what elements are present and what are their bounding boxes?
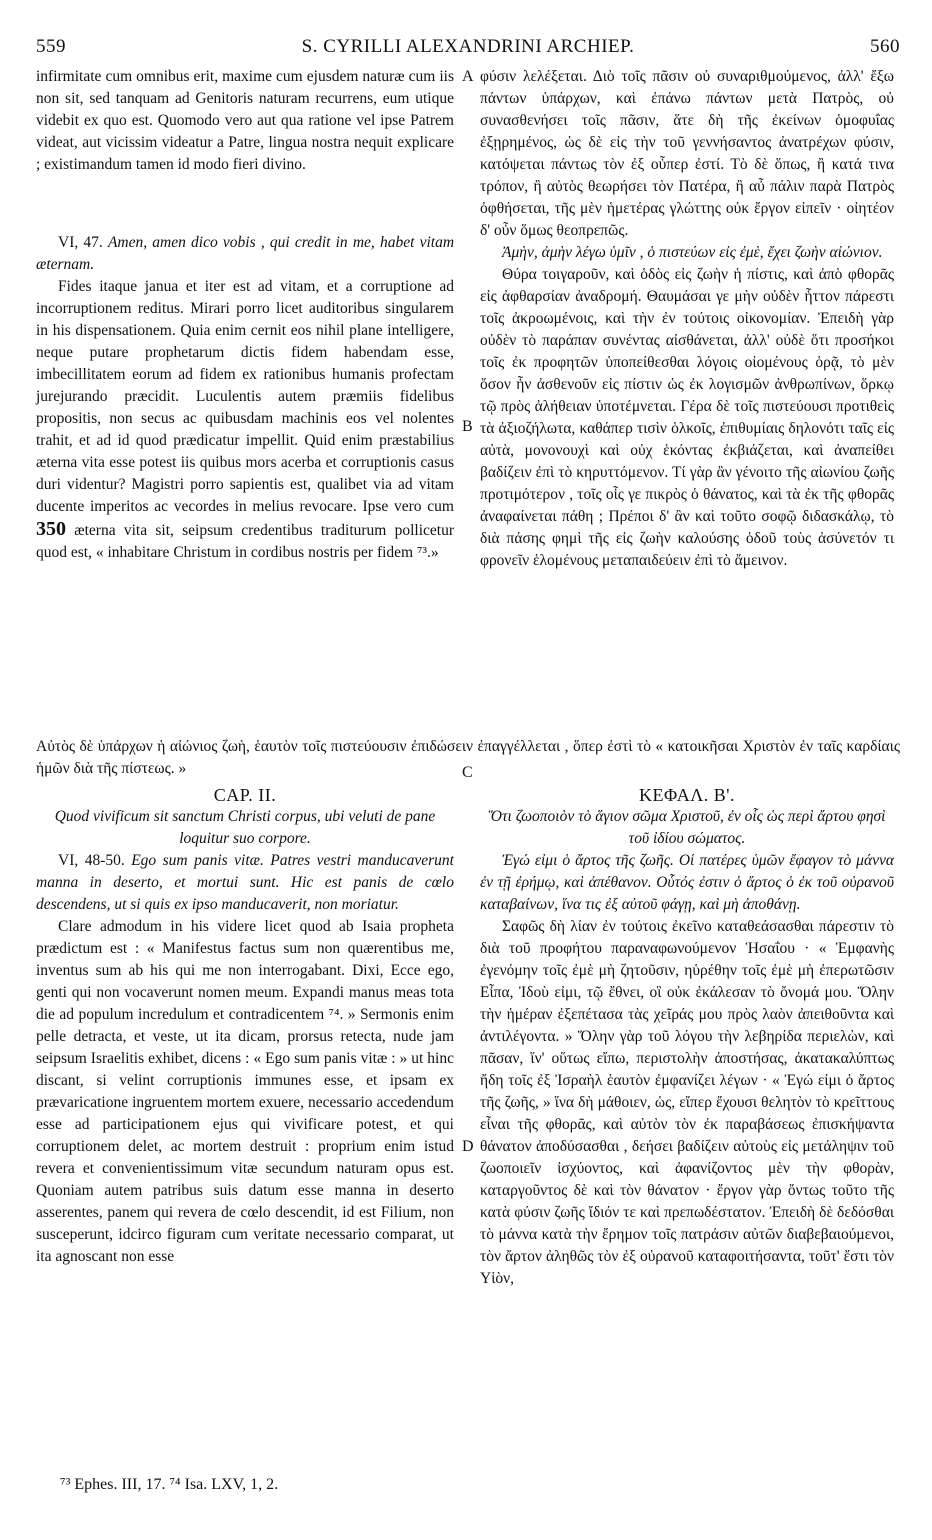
- chapter-heading-greek: ΚΕΦΑΛ. Β'.: [638, 785, 736, 805]
- margin-letter-c: C: [462, 764, 473, 781]
- page-number-left: 559: [36, 36, 66, 57]
- running-title: S. CYRILLI ALEXANDRINI ARCHIEP.: [301, 36, 635, 57]
- latin-verse-48-50: [36, 850, 454, 916]
- page-header: [36, 36, 900, 60]
- latin-paragraph-3: Clare admodum in his videre licet quod ab Isaia propheta prædictum est : « Manifestus factus sum non quærentibus me, inventus sum ab his qui me non interrogabant. Dixi, Ecce ego, genti qui non vocaverunt nomen meum. Expandi manus meas tota die ad populum incredulum et contradicentem ⁷⁴. » Sermonis enim pelle detracta, et veste, ut ita dicam, prorsus retecta, nude jam seipsum Israelitis exhibet, dicens : « Ego sum panis vitæ : » ut hinc discant, si velint corruptionis immunes esse, et ipsam ex prævaricatione ingruentem mortem exuere, necessario accedendum esse ad participationem ejus qui vivificare potest, et qui corruptionem delet, ac mortem destruit : proprium enim istud revera et convenientissimum vitæ secundum naturam opus est. Quoniam autem patribus suis datum esse manna in deserto asserentes, panem qui revera de cœlo descendit, id est Filium, non susceperunt, idcirco figuram cum veritate necessario comparat, ut ita agnoscant non esse: [36, 918, 454, 1265]
- greek-paragraph-2: Θύρα τοιγαροῦν, καὶ ὁδὸς εἰς ζωὴν ἡ πίστις, καὶ ἀπὸ φθορᾶς εἰς ἀφθαρσίαν ἀναδρομή. Θαυμάσαι γε μὴν οὐδὲν ἧττον πάρεστι τοῖς ἀκροωμένοις, καὶ τὴν ἐν τούτοις οἰκονομίαν. Ἐπειδὴ γὰρ οὐδὲν τὸ παράπαν συνέντας αἰσθάνεται, ἀλλ' οὐδὲ ὅτι προσήκοι τοῖς ἐκ προφητῶν ὑποπείθεσθαι λόγοις οἰομένους ὁρᾷ, τὸ μὲν ὅσον ἦν ἀσθενοῦν εἰς πίστιν ὡς ἐκ λογισμῶν ἀνθρωπίνων, ὅρκῳ τῷ πρὸς ἀλήθειαν ὑποτέμνεται. Γέρα δὲ τοῖς πιστεύουσι προτιθεὶς τὰ ἀξιοζήλωτα, καθάπερ τισὶν ὁλκοῖς, ἐπιθυμίαις δηλονότι ταῖς εἰς αὐτὰ, μονονουχὶ καὶ οὐχ ἑκόντας ἐκβιάζεται, καὶ ἀναπείθει βαδίζειν ἐπὶ τὸ κηρυττόμενον. Τί γὰρ ἂν γένοιτο τῆς αἰωνίου ζωῆς προτιμότερον , τοῖς οἷς γε πικρὸς ὁ θάνατος, καὶ τὰ ἐκ τῆς φθορᾶς ἀναφαίνεται πάθη ; Πρέποι δ' ἂν καὶ τοῦτο σοφῷ διδασκάλῳ, τὸ διὰ πάσης φημὶ τῆς εἰς ζωὴν καλούσης ὁδοῦ τοὺς ἀσύνετόν τι φρονεῖν ἑλομένους μεταπαιδεύειν ἐπὶ τὸ ἄμεινον.: [480, 266, 894, 569]
- greek-column-lower: [480, 784, 894, 1290]
- page-number-right: 560: [870, 36, 900, 57]
- greek-verse-48-50: Ἐγώ εἰμι ὁ ἄρτος τῆς ζωῆς. Οἱ πατέρες ὑμῶν ἔφαγον τὸ μάννα ἐν τῇ ἐρήμῳ, καὶ ἀπέθανον. Οὗτός ἐστιν ὁ ἄρτος ὁ ἐκ τοῦ οὐρανοῦ καταβαίνων, ἵνα τις ἐξ αὐτοῦ φάγῃ, καὶ μὴ ἀποθάνῃ.: [480, 852, 894, 913]
- verse-text-2: Ego sum panis vitæ. Patres vestri manducaverunt manna in deserto, et mortui sunt. Hic est panis de cœlo descendens, ut si quis ex ipso manducaverit, non moriatur.: [36, 852, 454, 913]
- latin-paragraph-1: infirmitate cum omnibus erit, maxime cum ejusdem naturæ cum iis non sit, sed tanquam ad Genitoris naturam recurrens, eum utique videbit ex quo est. Quomodo vero aut qua ratione vel ipse Patrem videat, aut vicissim videatur a Patre, lingua nostra nequit explicare ; existimandum tamen id modo fieri divino.: [36, 68, 454, 173]
- greek-paragraph-1: φύσιν λελέξεται. Διὸ τοῖς πᾶσιν οὐ συναριθμούμενος, ἀλλ' ἔξω πάντων ὑπάρχων, καὶ ἐπάνω πάντων μετὰ Πατρὸς, οὐ συνασθενήσει τοῖς πᾶσιν, ἅτε δὴ τῆς ἐκείνων ὁμοφυΐας ἐξῃρημένος, ὡς δὲ εἰς τὴν τοῦ γεννήσαντος ἀνατρέχων φύσιν, κατόψεται πάντως τὸν ἐξ οὗπερ ἐστί. Τὸ δὲ ὅπως, ἢ κατά τινα τρόπον, ἢ αὐτὸς θεωρήσει τὸν Πατέρα, ἢ αὖ πάλιν παρὰ Πατρὸς ὀφθήσεται, τῆς μὲν ἡμετέρας γλώττης οὐκ ἔργον εἰπεῖν · οἰητέον δ' οὖν ὅμως θεοπρεπῶς.: [480, 68, 894, 239]
- margin-letter-a: A: [462, 68, 474, 85]
- latin-verse-47: [36, 232, 454, 276]
- greek-column-upper: [480, 66, 894, 572]
- latin-column-lower: [36, 784, 454, 1268]
- latin-paragraph-2-text: Fides itaque janua et iter est ad vitam, et a corruptione ad incorruptionem reditus. Mirari porro licet auditoribus singularem in his dispensationem. Quia enim cernit eos nihil plane intelligere, neque putare prophetarum dictis fidem habendam esse, imbecillitatem eorum ad fidem ex rationibus humanis profectam jurejurando præcidit. Luculentis autem præmiis fidelibus propositis, non secus ac quibusdam machinis eos vel nolentes trahit, et ad id quod prædicatur impellit. Quid enim præstabilius æterna vita esse potest iis quibus mors acerba et corruptionis casus duri videntur? Magistri porro sapientis est, qualibet via ad vitam ducente imperitos ac vecordes in melius revocare. Ipse vero cum: [36, 278, 454, 515]
- greek-paragraph-3: Σαφῶς δὴ λίαν ἐν τούτοις ἐκεῖνο καταθεάσασθαι πάρεστιν τὸ διὰ τοῦ προφήτου παραναφωνούμενον Ἡσαΐου · « Ἐμφανὴς ἐγενόμην τοῖς ἐμὲ μὴ ζητοῦσιν, ηὑρέθην τοῖς ἐμὲ μὴ ἐπερωτῶσιν Εἶπα, Ἰδοὺ εἰμι, τῷ ἔθνει, οἳ οὐκ ἐκάλεσαν τὸ ὄνομά μου. Ὅλην τὴν ἡμέραν ἐξεπέτασα τὰς χεῖράς μου πρὸς λαὸν ἀπειθοῦντα καὶ ἀντιλέγοντα. » Ὅλην γὰρ τοῦ λόγου τὴν λεβηρίδα περιελὼν, καὶ πᾶσαν, ἵν' οὕτως εἴπω, περιστολὴν ἀποστήσας, ἀκατακαλύπτως ἤδη τοῖς ἐξ Ἰσραὴλ ἑαυτὸν ἐμφανίζει λέγων · « Ἐγώ εἰμι ὁ ἄρτος τῆς ζωῆς, » ἵνα δὴ μάθοιεν, ὡς, εἴπερ ἔχουσι θελητὸν τὸ κρεῖττους εἶναι τῆς φθορᾶς, καὶ αὐτὸν τὸν ἐκ παραβάσεως ἐπισκήψαντα θάνατον ἀποδύσασθαι , δεήσει βαδίζειν αὐτοὺς εἰς μετάληψιν τοῦ ζωοποιεῖν ἰσχύοντος, καὶ ἀφανίζοντος μὲν τὴν φθορὰν, καταργοῦντος δὲ καὶ τὸν θάνατον · ἔργον γὰρ ὄντως τοῦτο τῆς κατὰ φύσιν ζωῆς ἴδιόν τε καὶ πρεπωδέστατον. Ἐπειδὴ δὲ δεδόσθαι τὸ μάννα κατὰ τὴν ἔρημον τοῖς πατράσιν αὐτῶν διαβεβαιούμενοι, τὸν ἄρτον ἀληθῶς τὸν ἐξ οὐρανοῦ καταφοιτήσαντα, τοῦτ' ἔστι τὸν Υἱὸν,: [480, 918, 894, 1287]
- latin-paragraph-2-end: æterna vita sit, seipsum credentibus traditurum pollicetur quod est, « inhabitare Christum in cordibus nostris per fidem ⁷³.»: [36, 522, 455, 561]
- verse-reference-2: VI, 48-50.: [58, 852, 125, 869]
- footnotes: ⁷³ Ephes. III, 17. ⁷⁴ Isa. LXV, 1, 2.: [60, 1476, 279, 1493]
- verse-reference: VI, 47.: [58, 234, 103, 251]
- chapter-title-latin: Quod vivificum sit sanctum Christi corpus, ubi veluti de pane loquitur suo corpore.: [54, 808, 436, 847]
- greek-verse-47: Ἀμὴν, ἀμὴν λέγω ὑμῖν , ὁ πιστεύων εἰς ἐμὲ, ἔχει ζωὴν αἰώνιον.: [502, 244, 883, 261]
- chapter-heading-latin: CAP. II.: [213, 785, 277, 805]
- column-number-350: 350: [36, 518, 66, 540]
- latin-column-upper: [36, 66, 454, 564]
- chapter-title-greek: Ὅτι ζωοποιὸν τὸ ἅγιον σῶμα Χριστοῦ, ἐν οἷς ὡς περὶ ἄρτου φησὶ τοῦ ἰδίου σώματος.: [488, 808, 886, 847]
- margin-letter-d: D: [462, 1138, 474, 1155]
- margin-letter-b: B: [462, 418, 473, 435]
- spanning-greek-line: Αὐτὸς δὲ ὑπάρχων ἡ αἰώνιος ζωὴ, ἑαυτὸν τοῖς πιστεύουσιν ἐπιδώσειν ἐπαγγέλλεται , ὅπερ ἐστὶ τὸ « κατοικῆσαι Χριστὸν ἐν ταῖς καρδίαις ἡμῶν διὰ τῆς πίστεως. »: [36, 738, 900, 777]
- latin-paragraph-2: [36, 276, 454, 564]
- verse-text: Amen, amen dico vobis , qui credit in me, habet vitam æternam.: [36, 234, 455, 273]
